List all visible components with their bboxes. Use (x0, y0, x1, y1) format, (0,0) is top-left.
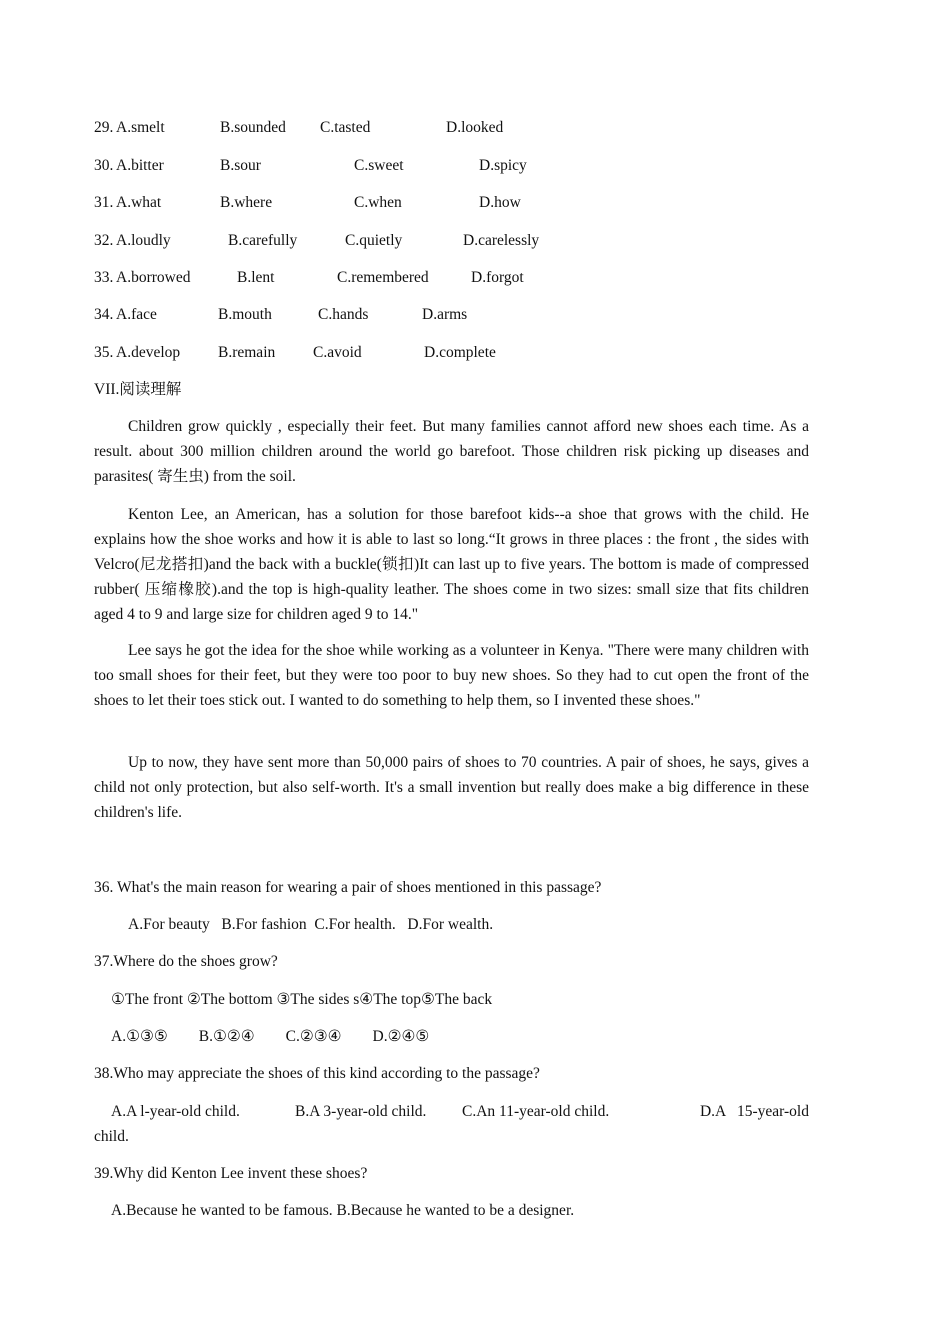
option-b: B.mouth (218, 306, 272, 323)
question-39-options: A.Because he wanted to be famous. B.Because he wanted to be a designer. (111, 1202, 575, 1219)
question-number: 30. (94, 157, 114, 174)
option-d: D.complete (424, 344, 496, 361)
option-c: C.avoid (313, 344, 362, 361)
option-b: B.sour (220, 157, 261, 174)
question-number: 34. (94, 306, 114, 323)
passage-paragraph-4: Up to now, they have sent more than 50,000 pairs of shoes to 70 countries. A pair of shoes, he says, gives a child not only protection, but also self-worth. It's a small invention but really does make a big difference in these children's life. (94, 754, 809, 821)
question-37-options: A.①③⑤ B.①②④ C.②③④ D.②④⑤ (111, 1028, 430, 1045)
question-39-stem: 39.Why did Kenton Lee invent these shoes? (94, 1165, 368, 1182)
option-b: B.carefully (228, 232, 298, 249)
option-c: C.tasted (320, 119, 371, 136)
option-c: C.quietly (345, 232, 403, 249)
option-d: D.arms (422, 306, 468, 323)
option-a: A.borrowed (116, 269, 191, 286)
question-number: 32. (94, 232, 114, 249)
option-c: C.when (354, 194, 402, 211)
section-title: VII.阅读理解 (94, 381, 182, 398)
option-d-continued: child. (94, 1128, 129, 1145)
question-37-items: ①The front ②The bottom ③The sides s④The top⑤The back (111, 991, 493, 1008)
option-c: C.hands (318, 306, 369, 323)
option-d: D.looked (446, 119, 504, 136)
option-b: B.remain (218, 344, 276, 361)
option-d: D.carelessly (463, 232, 540, 249)
option-b: B.where (220, 194, 273, 211)
question-number: 33. (94, 269, 114, 286)
option-d: D.how (479, 194, 521, 211)
passage-paragraph-2: Kenton Lee, an American, has a solution for those barefoot kids--a shoe that grows with the child. He explains how the shoe works and how it is able to last so long.“It grows in three places : the front , the sides with Velcro(尼龙搭扣)and the back with a buckle(锁扣)It can last up to five years. The bottom is made of compressed rubber( 压缩橡胶).and the top is high-quality leather. The shoes come in two sizes: small size that fits children aged 4 to 9 and large size for children aged 9 to 14." (94, 506, 809, 623)
option-a: A.smelt (116, 119, 165, 136)
question-36-stem: 36. What's the main reason for wearing a pair of shoes mentioned in this passage? (94, 879, 602, 896)
option-b: B.lent (237, 269, 275, 286)
option-a: A.loudly (116, 232, 171, 249)
option-c: C.sweet (354, 157, 404, 174)
option-d: D.spicy (479, 157, 527, 174)
question-37-stem: 37.Where do the shoes grow? (94, 953, 278, 970)
question-36-options: A.For beauty B.For fashion C.For health. D.For wealth. (128, 916, 494, 933)
option-a: A.face (116, 306, 157, 323)
question-number: 31. (94, 194, 114, 211)
option-a: A.bitter (116, 157, 164, 174)
option-d: D.forgot (471, 269, 524, 286)
question-38-stem: 38.Who may appreciate the shoes of this kind according to the passage? (94, 1065, 540, 1082)
option-d: D.A 15-year-old (699, 1103, 809, 1120)
question-number: 29. (94, 119, 114, 136)
option-a: A.develop (116, 344, 181, 361)
option-b: B.A 3-year-old child. (295, 1103, 427, 1120)
option-c: C.An 11-year-old child. (462, 1103, 610, 1120)
question-number: 35. (94, 344, 114, 361)
passage-paragraph-1: Children grow quickly , especially their feet. But many families cannot afford new shoes each time. As a result. about 300 million children around the world go barefoot. Those children risk picking up diseases and parasites( 寄生虫) from the soil. (94, 418, 809, 485)
passage-paragraph-3: Lee says he got the idea for the shoe while working as a volunteer in Kenya. "There were many children with too small shoes for their feet, but they were too poor to buy new shoes. So they had to cut open the front of the shoes to let their toes stick out. I wanted to do something to help them, so I invented these shoes." (94, 642, 809, 709)
option-c: C.remembered (337, 269, 429, 286)
option-b: B.sounded (220, 119, 286, 136)
option-a: A.what (116, 194, 162, 211)
option-a: A.A l-year-old child. (111, 1103, 240, 1120)
